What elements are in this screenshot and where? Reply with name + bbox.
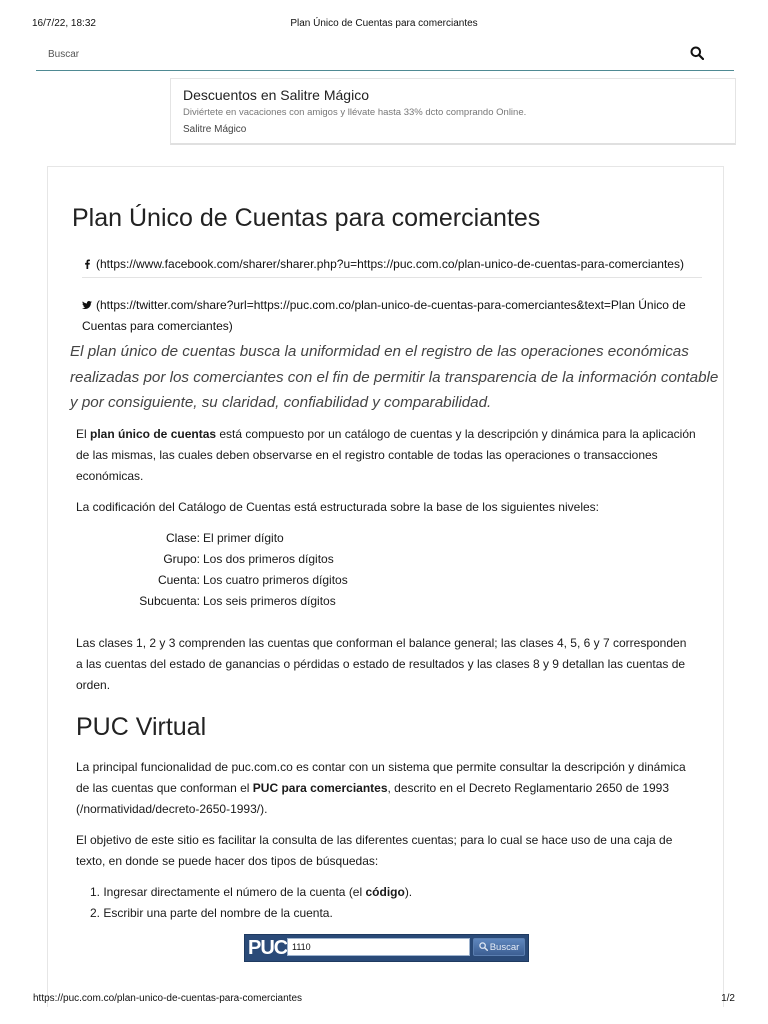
level-row [110, 591, 510, 612]
level-row [110, 570, 510, 591]
print-page-number: 1/2 [721, 993, 735, 1004]
level-value: Los cuatro primeros dígitos [203, 573, 348, 587]
levels-list [110, 528, 510, 612]
share-facebook-link[interactable]: (https://www.facebook.com/sharer/sharer.php?u=https://puc.com.co/plan-unico-de-cuentas-para-comerciantes) [96, 257, 684, 271]
print-header [0, 18, 768, 32]
plan-unico-link[interactable]: plan único de cuentas [90, 427, 217, 441]
print-date: 16/7/22, 18:32 [32, 18, 96, 29]
level-row [110, 528, 510, 549]
paragraph-intro-rest: está compuesto por un catálogo de cuentas y la descripción y dinámica para la aplicación de las mismas, las cuales deben observarse en el registro contable de todas las operaciones o transacciones económicas. [76, 427, 696, 483]
puc-search-button[interactable] [473, 938, 525, 956]
print-title: Plan Único de Cuentas para comerciantes [290, 18, 478, 29]
twitter-icon [82, 300, 92, 310]
ad-banner[interactable] [170, 78, 736, 145]
share-twitter[interactable] [82, 295, 692, 337]
search-steps-list [90, 882, 412, 924]
print-url: https://puc.com.co/plan-unico-de-cuentas-para-comerciantes [33, 993, 303, 1004]
level-row [110, 549, 510, 570]
list-item: 2. Escribir una parte del nombre de la cuenta. [90, 906, 333, 920]
level-value: Los seis primeros dígitos [203, 594, 336, 608]
ad-title[interactable]: Descuentos en Salitre Mágico [183, 87, 369, 103]
paragraph-intro-prefix: El [76, 427, 91, 441]
paragraph-functionality-prefix: La principal funcionalidad de puc.com.co es contar con un sistema que permite consultar la descripción y dinámica de las cuentas que conforman el [76, 760, 686, 795]
level-label: Clase: [165, 531, 200, 545]
magnifier-icon [479, 942, 488, 951]
page-title: Plan Único de Cuentas para comerciantes [72, 204, 541, 232]
search-bar [36, 40, 734, 71]
paragraph-functionality-rest: , descrito en el Decreto Reglamentario 2650 de 1993 (/normatividad/decreto-2650-1993/). [76, 781, 670, 816]
search-input[interactable] [46, 44, 670, 64]
facebook-icon [82, 259, 92, 269]
paragraph-classes: Las clases 1, 2 y 3 comprenden las cuentas que conforman el balance general; las clases 4, 5, 6 y 7 corresponden a las cuentas del estado de ganancias o pérdidas o estado de resultados y las clases 8 y 9 detallan las cuentas de orden. [76, 636, 687, 692]
paragraph-objective: El objetivo de este sitio es facilitar la consulta de las diferentes cuentas; para lo cual se hace uso de una caja de texto, en donde se puede hacer dos tipos de búsquedas: [76, 833, 673, 868]
step1-prefix: 1. Ingresar directamente el número de la cuenta (el [90, 885, 366, 899]
paragraph-codification: La codificación del Catálogo de Cuentas está estructurada sobre la base de los siguientes niveles: [76, 500, 599, 514]
lead-paragraph: El plan único de cuentas busca la uniformidad en el registro de las operaciones económicas realizadas por los comerciantes con el fin de permitir la transparencia de la información contable y por consiguiente, su claridad, confiabilidad y comparabilidad. [70, 343, 719, 411]
share-twitter-link[interactable]: (https://twitter.com/share?url=https://puc.com.co/plan-unico-de-cuentas-para-comerciantes&text=Plan Único de Cuentas para comerciantes) [82, 298, 686, 333]
section-title-puc-virtual: PUC Virtual [76, 713, 207, 741]
paragraph-functionality [76, 757, 696, 820]
level-label: Grupo: [163, 552, 200, 566]
search-icon[interactable] [690, 46, 704, 60]
level-value: Los dos primeros dígitos [203, 552, 334, 566]
puc-search-widget [244, 934, 529, 962]
share-facebook[interactable] [82, 254, 692, 275]
list-item [90, 882, 412, 903]
ad-description: Diviértete en vacaciones con amigos y llévate hasta 33% dcto comprando Online. [183, 107, 527, 118]
share-divider [82, 277, 702, 278]
paragraph-intro [76, 424, 696, 487]
print-footer [0, 993, 768, 1007]
puc-search-input[interactable] [287, 938, 470, 956]
step1-suffix: ). [404, 885, 413, 899]
puc-comerciantes-link[interactable]: PUC para comerciantes [252, 781, 388, 795]
level-value: El primer dígito [203, 531, 284, 545]
ad-brand: Salitre Mágico [183, 124, 247, 135]
level-label: Cuenta: [157, 573, 200, 587]
step1-bold: código [365, 885, 405, 899]
puc-search-button-label: Buscar [489, 941, 520, 953]
puc-logo: PUC [248, 937, 288, 959]
level-label: Subcuenta: [139, 594, 200, 608]
